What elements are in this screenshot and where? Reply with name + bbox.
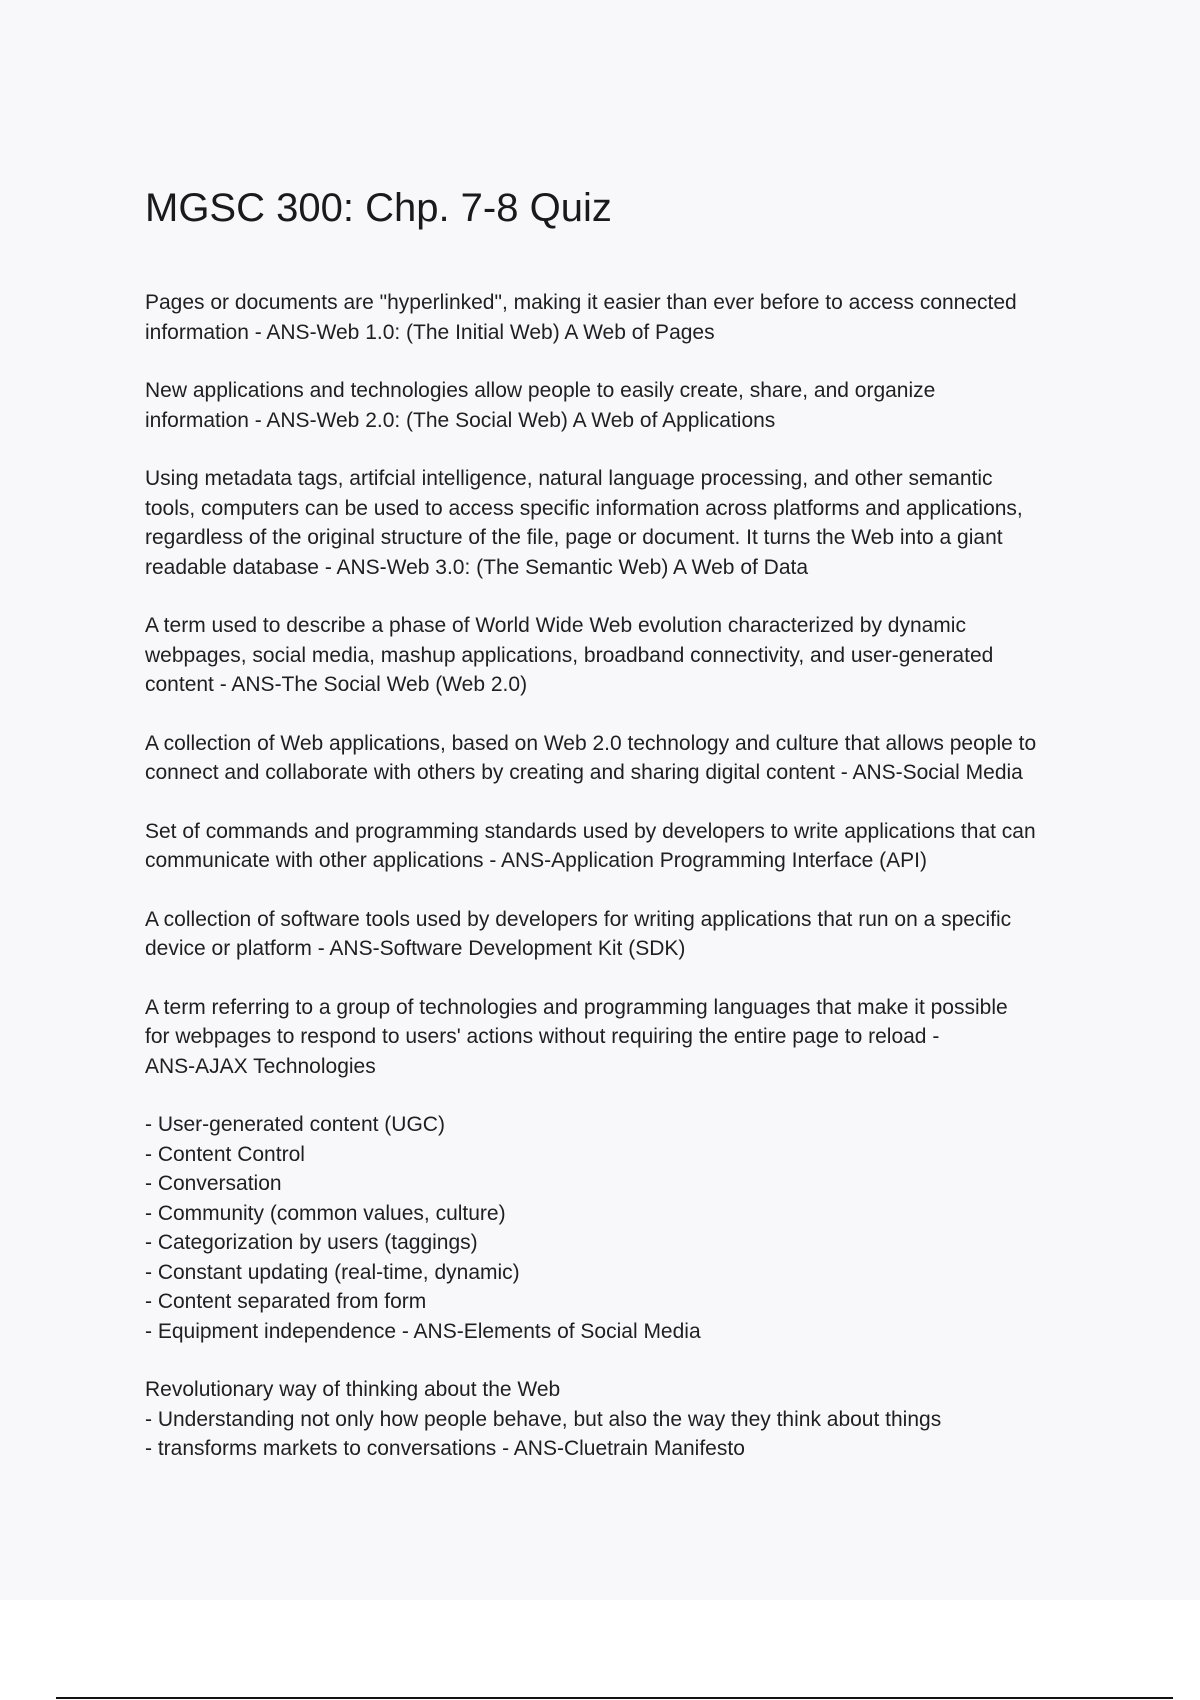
entry-line: - Community (common values, culture) — [145, 1201, 506, 1225]
qa-entry-elements-social-media — [145, 1110, 1095, 1346]
document-body — [145, 180, 1095, 1493]
entry-line: - User-generated content (UGC) — [145, 1113, 445, 1136]
entry-line: A collection of Web applications, based on Web 2.0 technology and culture that allows people to — [145, 731, 1037, 755]
entry-line: New applications and technologies allow people to easily create, share, and organize — [145, 379, 936, 402]
entry-line: tools, computers can be used to access specific information across platforms and applications, — [145, 496, 1023, 520]
entry-line: information - ANS-Web 1.0: (The Initial Web) A Web of Pages — [145, 320, 715, 344]
qa-entry-ajax — [145, 993, 1095, 1082]
entry-line: webpages, social media, mashup applications, broadband connectivity, and user-generated — [145, 643, 994, 667]
entry-line: communicate with other applications - ANS-Application Programming Interface (API) — [145, 849, 928, 872]
qa-entry-sdk — [145, 905, 1095, 964]
qa-entry-api — [145, 817, 1095, 876]
qa-entry-web-2 — [145, 376, 1095, 435]
entry-line: Using metadata tags, artifcial intelligence, natural language processing, and other semantic — [145, 467, 993, 490]
entry-line: information - ANS-Web 2.0: (The Social Web) A Web of Applications — [145, 408, 776, 432]
entry-line: - Conversation — [145, 1172, 282, 1195]
entry-line: Pages or documents are "hyperlinked", making it easier than ever before to access connected — [145, 291, 1017, 314]
entry-line: connect and collaborate with others by creating and sharing digital content - ANS-Social Media — [145, 761, 1023, 784]
entry-line: - Understanding not only how people behave, but also the way they think about things — [145, 1407, 942, 1431]
entry-line: - transforms markets to conversations - ANS-Cluetrain Manifesto — [145, 1437, 745, 1460]
qa-entry-social-web — [145, 611, 1095, 700]
entry-line: - Categorization by users (taggings) — [145, 1231, 478, 1254]
entry-line: for webpages to respond to users' actions without requiring the entire page to reload - — [145, 1025, 940, 1048]
entry-line: Revolutionary way of thinking about the Web — [145, 1378, 561, 1401]
entry-line: readable database - ANS-Web 3.0: (The Semantic Web) A Web of Data — [145, 555, 809, 579]
qa-entry-social-media — [145, 729, 1095, 788]
footer-divider — [56, 1697, 1173, 1699]
entry-line: A term referring to a group of technologies and programming languages that make it possible — [145, 995, 1008, 1019]
entry-line: device or platform - ANS-Software Development Kit (SDK) — [145, 937, 686, 960]
entry-line: A term used to describe a phase of World Wide Web evolution characterized by dynamic — [145, 614, 966, 637]
qa-entry-cluetrain — [145, 1375, 1095, 1464]
entry-line: content - ANS-The Social Web (Web 2.0) — [145, 673, 528, 696]
entry-line: - Constant updating (real-time, dynamic) — [145, 1260, 520, 1284]
entry-line: regardless of the original structure of the file, page or document. It turns the Web into a giant — [145, 526, 1003, 549]
entry-line: - Equipment independence - ANS-Elements of Social Media — [145, 1319, 701, 1343]
entry-line: ANS-AJAX Technologies — [145, 1054, 376, 1078]
entry-line: - Content Control — [145, 1142, 305, 1166]
page-title: MGSC 300: Chp. 7-8 Quiz — [145, 186, 612, 230]
qa-entry-web-3 — [145, 464, 1095, 582]
qa-entry-web-1 — [145, 288, 1095, 347]
entry-line: - Content separated from form — [145, 1290, 427, 1313]
entry-line: A collection of software tools used by developers for writing applications that run on a specific — [145, 907, 1012, 931]
entry-line: Set of commands and programming standards used by developers to write applications that can — [145, 819, 1036, 843]
